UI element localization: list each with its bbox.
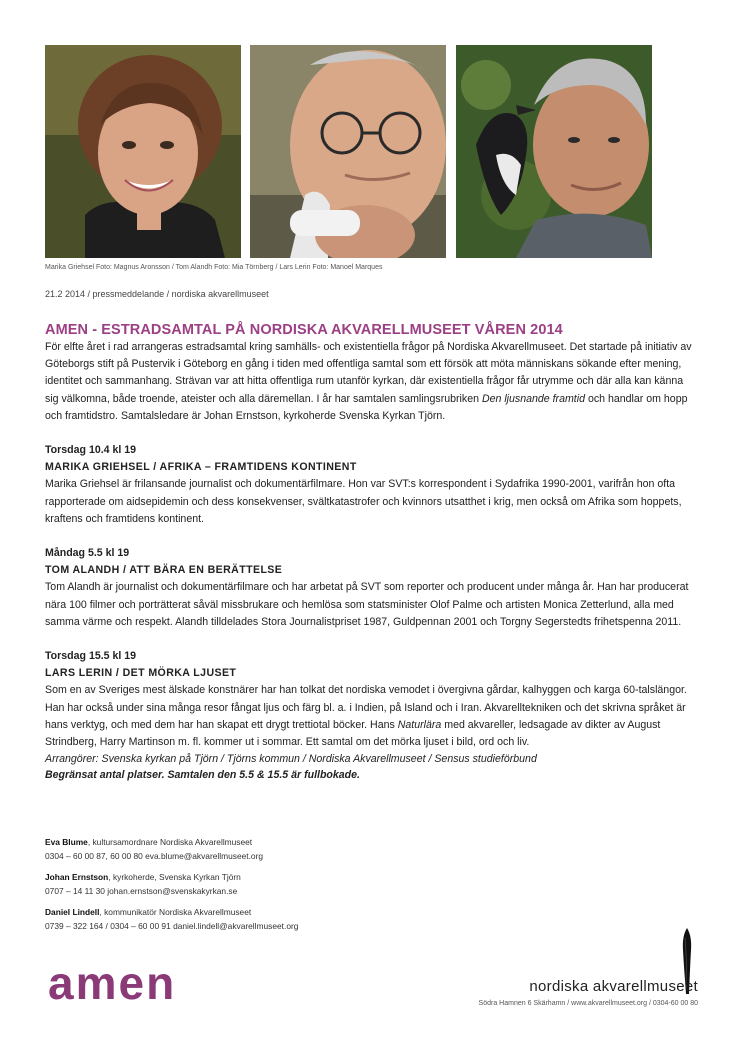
event-date: Måndag 5.5 kl 19 xyxy=(45,547,130,560)
intro-text-after: och handlar om hopp och framtidstro. Samtalsledare är Johan Ernstson, kyrkoherde Svenska Kyrkan Tjörn. xyxy=(45,392,688,422)
contact-role: , kultursamordnare Nordiska Akvarellmuseet xyxy=(87,837,253,847)
event-1 xyxy=(45,442,695,528)
event-3 xyxy=(45,648,695,783)
contact-role: , kyrkoherde, Svenska Kyrkan Tjörn xyxy=(108,872,241,882)
photo-marika-griehsel xyxy=(45,45,241,258)
event-topic: MARIKA GRIEHSEL / AFRIKA – FRAMTIDENS KONTINENT xyxy=(45,461,357,474)
photo-tom-alandh xyxy=(250,45,446,258)
series-title: Den ljusnande framtid xyxy=(481,392,585,405)
contact-daniel-lindell xyxy=(45,906,298,933)
contact-role: , kommunikatör Nordiska Akvarellmuseet xyxy=(99,907,252,917)
headline: AMEN - ESTRADSAMTAL PÅ NORDISKA AKVARELLMUSEET VÅREN 2014 xyxy=(45,322,563,338)
event-text-before: Som en av Sveriges mest älskade konstnärer har han tolkat det nordiska vemodet i övergivna gårdar, kalhyggen och karga 60-talslängor. Han har också under sina många resor fångat ljus och färg bl. a. i Indien, på Island och i Iran. Akvarelltekniken och det skrivna språket är hans verktyg, och med dem har han skapat ett drygt trettiotal böcker. Hans xyxy=(45,684,687,731)
photo-lars-lerin xyxy=(456,45,652,258)
portrait-man-phone-illustration xyxy=(250,45,446,258)
contact-details: 0707 – 14 11 30 johan.ernstson@svenskakyrkan.se xyxy=(45,885,238,896)
event-date: Torsdag 10.4 kl 19 xyxy=(45,444,137,457)
contact-details: 0739 – 322 164 / 0304 – 60 00 91 daniel.lindell@akvarellmuseet.org xyxy=(45,920,299,931)
event-topic: LARS LERIN / DET MÖRKA LJUSET xyxy=(45,667,237,680)
event-description: Tom Alandh är journalist och dokumentärfilmare och har arbetat på SVT som reporter och producent under många år. Han har producerat nära 100 filmer och porträtterat såväl missbrukare och hemlösa som statsminister Olof Palme och artisten Monica Zetterlund, alla med samma värme och respekt. Alandh tilldelades Stora Journalistpriset 1987, Guldpennan 2001 och Torgny Segerstedts frihetspenna 2011. xyxy=(45,581,689,628)
contacts xyxy=(45,836,298,941)
intro-paragraph xyxy=(45,339,695,425)
organizers: Arrangörer: Svenska kyrkan på Tjörn / Tjörns kommun / Nordiska Akvarellmuseet / Sensus studieförbund xyxy=(45,753,537,766)
event-text-after: med akvareller, ledsagade av dikter av August Strindberg, Harry Martinson m. fl. kommer ut i sommar. Ett samtal om det mörka ljuset i bild, ord och liv. xyxy=(45,718,661,749)
contact-name: Eva Blume xyxy=(45,837,88,847)
intro-text-before: För elfte året i rad arrangeras estradsamtal kring samhälls- och existentiella frågor på Nordiska Akvarellmuseet. Det startade på initiativ av Göteborgs stift på Pustervik i Göteborg en gång i tiden med offentliga samtal som ett försök att möta människans sökande efter mening, identitet och sammanhang. Strävan var att hitta offentliga rum utanför kyrkan, där existentiella frågor får utrymme och där alla kan känna sig välkomna, både troende, ateister och alla däremellan. I år har samtalen samlingsrubriken xyxy=(45,341,692,405)
contact-eva-blume xyxy=(45,836,298,863)
portrait-man-bird-illustration xyxy=(456,45,652,258)
event-description: Marika Griehsel är frilansande journalist och dokumentärfilmare. Hon var SVT:s korrespondent i Sydafrika 1990-2001, varifrån hon ofta rapporterade om aidsepidemin och dess konsekvenser, svältkatastrofer och kvinnors utsatthet i krig, men också om Afrika som hoppets, kraftens och framtidens kontinent. xyxy=(45,478,682,525)
museum-address: Södra Hamnen 6 Skärhamn / www.akvarellmuseet.org / 0304-60 00 80 xyxy=(478,1000,698,1007)
limited-seats-notice: Begränsat antal platser. Samtalen den 5.5 & 15.5 är fullbokade. xyxy=(45,769,360,782)
museum-name: nordiska akvarellmuseet xyxy=(529,978,698,995)
main-content xyxy=(45,321,695,783)
book-title: Naturlära xyxy=(397,718,442,731)
dateline: 21.2 2014 / pressmeddelande / nordiska akvarellmuseet xyxy=(45,289,269,299)
event-description xyxy=(45,682,695,751)
portrait-woman-illustration xyxy=(45,45,241,258)
amen-logo: amen xyxy=(48,957,177,1009)
contact-name: Johan Ernstson xyxy=(45,872,109,882)
contact-johan-ernstson xyxy=(45,871,298,898)
photo-caption: Marika Griehsel Foto: Magnus Aronsson / Tom Alandh Foto: Mia Törnberg / Lars Lerin Foto: Manoel Marques xyxy=(45,264,383,271)
event-2 xyxy=(45,545,695,631)
event-topic: TOM ALANDH / ATT BÄRA EN BERÄTTELSE xyxy=(45,564,283,577)
contact-name: Daniel Lindell xyxy=(45,907,100,917)
contact-details: 0304 – 60 00 87, 60 00 80 eva.blume@akvarellmuseet.org xyxy=(45,850,264,861)
event-date: Torsdag 15.5 kl 19 xyxy=(45,650,137,663)
